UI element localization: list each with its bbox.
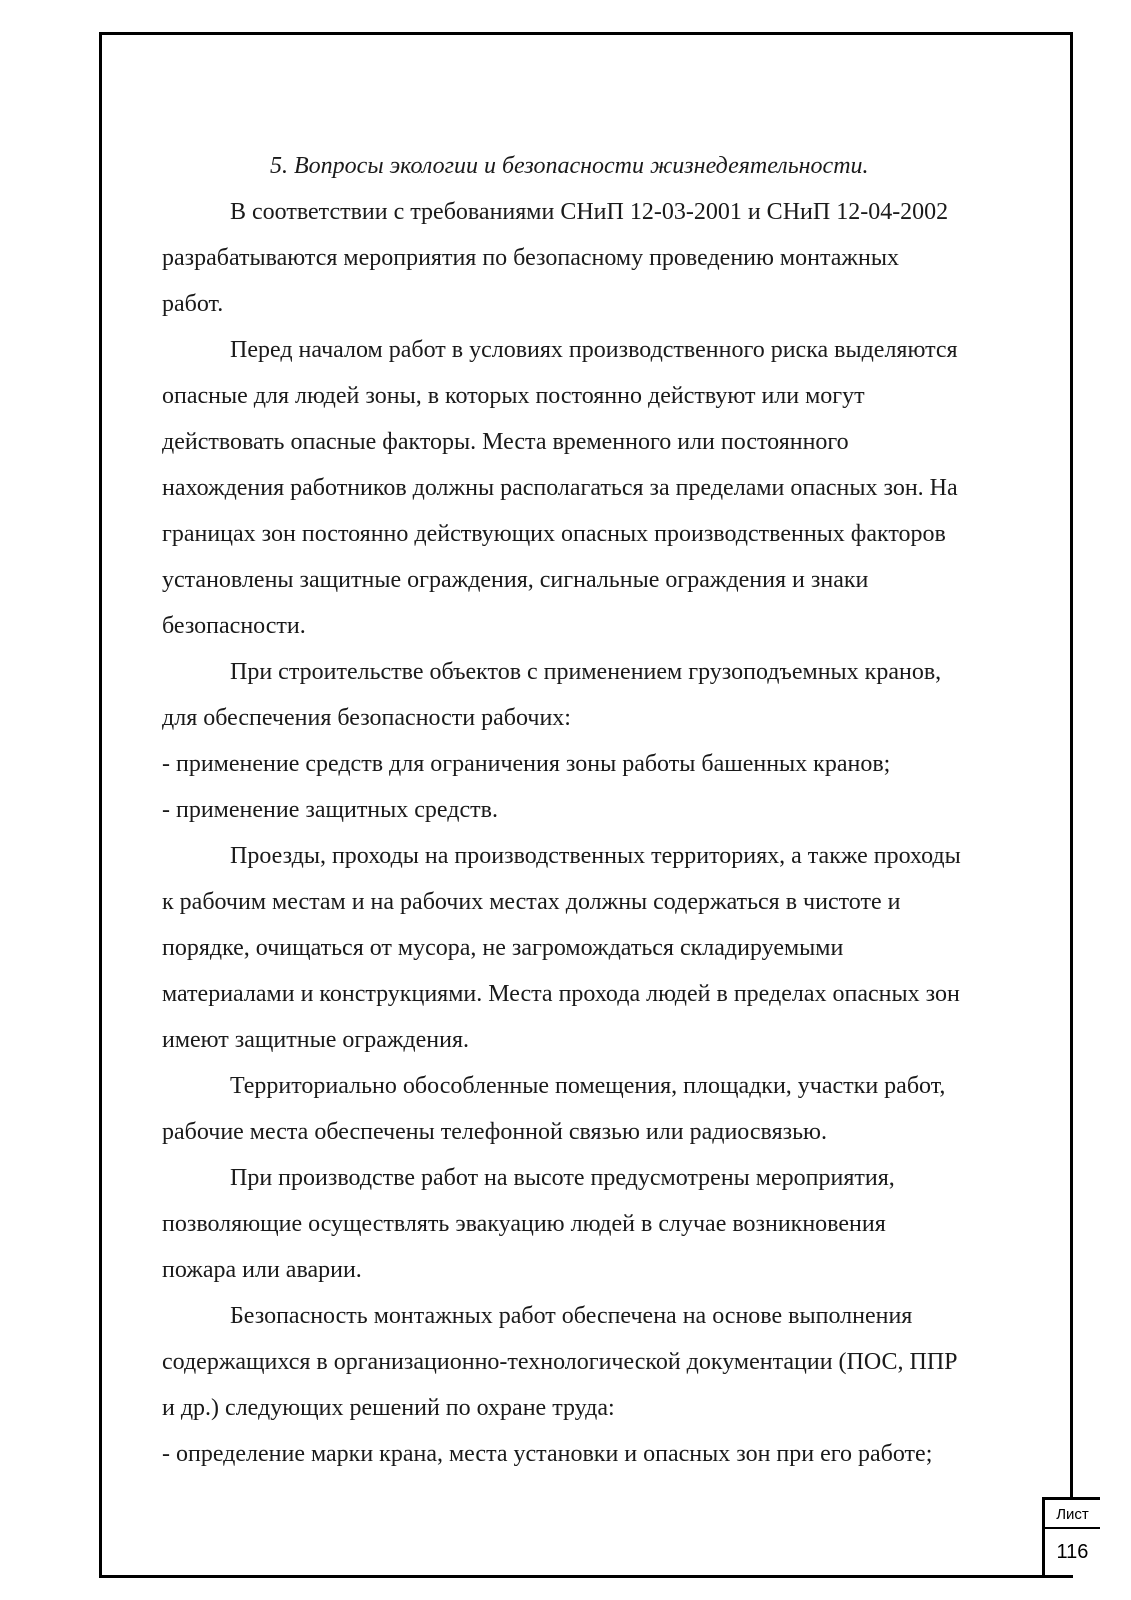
text-line: имеют защитные ограждения. [162, 1027, 470, 1053]
text-line: опасные для людей зоны, в которых постоянно действуют или могут [162, 383, 865, 409]
sheet-label: Лист [1045, 1500, 1100, 1529]
text-line: действовать опасные факторы. Места временного или постоянного [162, 429, 849, 455]
text-line: нахождения работников должны располагаться за пределами опасных зон. На [162, 475, 958, 501]
section-heading: 5. Вопросы экологии и безопасности жизнедеятельности. [270, 153, 869, 179]
text-line: позволяющие осуществлять эвакуацию людей в случае возникновения [162, 1211, 886, 1237]
text-line: - определение марки крана, места установки и опасных зон при его работе; [162, 1441, 933, 1467]
sheet-stamp [1042, 1497, 1100, 1575]
text-line: - применение средств для ограничения зоны работы башенных кранов; [162, 751, 891, 777]
text-line: Перед началом работ в условиях производственного риска выделяются [230, 337, 958, 363]
text-line: к рабочим местам и на рабочих местах должны содержаться в чистоте и [162, 889, 901, 915]
document-body [162, 143, 1055, 1477]
text-line: границах зон постоянно действующих опасных производственных факторов [162, 521, 946, 547]
text-line: материалами и конструкциями. Места прохода людей в пределах опасных зон [162, 981, 960, 1007]
text-line: При производстве работ на высоте предусмотрены мероприятия, [230, 1165, 895, 1191]
text-line: и др.) следующих решений по охране труда: [162, 1395, 615, 1421]
text-line: При строительстве объектов с применением грузоподъемных кранов, [230, 659, 942, 685]
text-line: содержащихся в организационно-технологической документации (ПОС, ППР [162, 1349, 958, 1375]
text-line: безопасности. [162, 613, 306, 639]
sheet-number: 116 [1056, 1541, 1089, 1563]
text-line: порядке, очищаться от мусора, не загромождаться складируемыми [162, 935, 844, 961]
text-line: - применение защитных средств. [162, 797, 498, 823]
text-line: для обеспечения безопасности рабочих: [162, 705, 571, 731]
text-line: установлены защитные ограждения, сигнальные ограждения и знаки [162, 567, 869, 593]
text-line: работ. [162, 291, 224, 317]
text-line: разрабатываются мероприятия по безопасному проведению монтажных [162, 245, 899, 271]
text-line: В соответствии с требованиями СНиП 12-03-2001 и СНиП 12-04-2002 [230, 199, 949, 225]
text-line: Безопасность монтажных работ обеспечена на основе выполнения [230, 1303, 913, 1329]
text-line: Территориально обособленные помещения, площадки, участки работ, [230, 1073, 946, 1099]
text-line: Проезды, проходы на производственных территориях, а также проходы [230, 843, 961, 869]
text-line: пожара или аварии. [162, 1257, 362, 1283]
text-lines [162, 189, 1055, 1477]
text-line: рабочие места обеспечены телефонной связью или радиосвязью. [162, 1119, 827, 1145]
